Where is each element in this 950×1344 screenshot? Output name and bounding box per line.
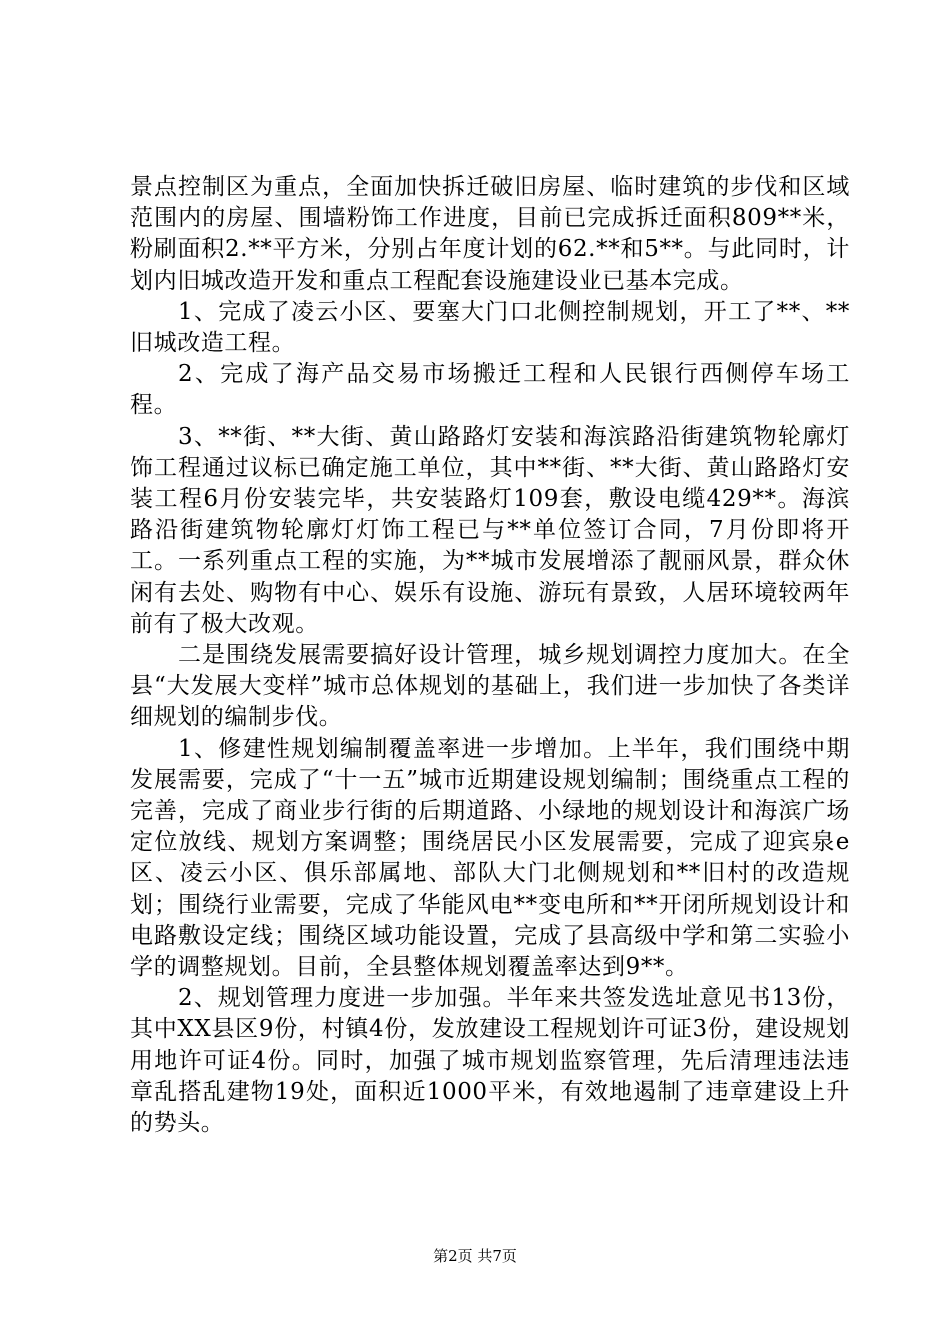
paragraph-item-1: 1、完成了凌云小区、要塞大门口北侧控制规划，开工了**、**旧城改造工程。 (130, 298, 850, 357)
paragraph-item-3: 3、**街、**大街、黄山路路灯安装和海滨路沿街建筑物轮廓灯饰工程通过议标已确定施工单位，其中**街、**大街、黄山路路灯安装工程6月份安装完毕，共安装路灯109套，敷设电缆429**。海滨路沿街建筑物轮廓灯灯饰工程已与**单位签订合同，7月份即将开工。一系列重点工程的实施，为**城市发展增添了靓丽风景，群众休闲有去处、购物有中心、娱乐有设施、游玩有景致，人居环境较两年前有了极大改观。 (130, 423, 850, 637)
document-body (130, 172, 850, 1139)
page-footer: 第2页 共7页 (433, 1247, 517, 1265)
paragraph-item-2: 2、完成了海产品交易市场搬迁工程和人民银行西侧停车场工程。 (130, 361, 850, 419)
paragraph-planning-item-2: 2、规划管理力度进一步加强。半年来共签发选址意见书13份，其中XX县区9份，村镇4份，发放建设工程规划许可证3份，建设规划用地许可证4份。同时，加强了城市规划监察管理，先后清理违法违章乱搭乱建物19处，面积近1000平米，有效地遏制了违章建设上升的势头。 (130, 985, 850, 1137)
paragraph-section-two: 二是围绕发展需要搞好设计管理，城乡规划调控力度加大。在全县“大发展大变样”城市总体规划的基础上，我们进一步加快了各类详细规划的编制步伐。 (130, 642, 850, 731)
paragraph-continuation: 景点控制区为重点，全面加快拆迁破旧房屋、临时建筑的步伐和区域范围内的房屋、围墙粉饰工作进度，目前已完成拆迁面积809**米，粉刷面积2.**平方米，分别占年度计划的62.**和5**。与此同时，计划内旧城改造开发和重点工程配套设施建设业已基本完成。 (130, 174, 850, 294)
paragraph-planning-item-1: 1、修建性规划编制覆盖率进一步增加。上半年，我们围绕中期发展需要，完成了“十一五”城市近期建设规划编制；围绕重点工程的完善，完成了商业步行街的后期道路、小绿地的规划设计和海滨广场定位放线、规划方案调整；围绕居民小区发展需要，完成了迎宾泉e区、凌云小区、俱乐部属地、部队大门北侧规划和**旧村的改造规划；围绕行业需要，完成了华能风电**变电所和**开闭所规划设计和电路敷设定线；围绕区域功能设置，完成了县高级中学和第二实验小学的调整规划。目前，全县整体规划覆盖率达到9**。 (130, 735, 850, 981)
